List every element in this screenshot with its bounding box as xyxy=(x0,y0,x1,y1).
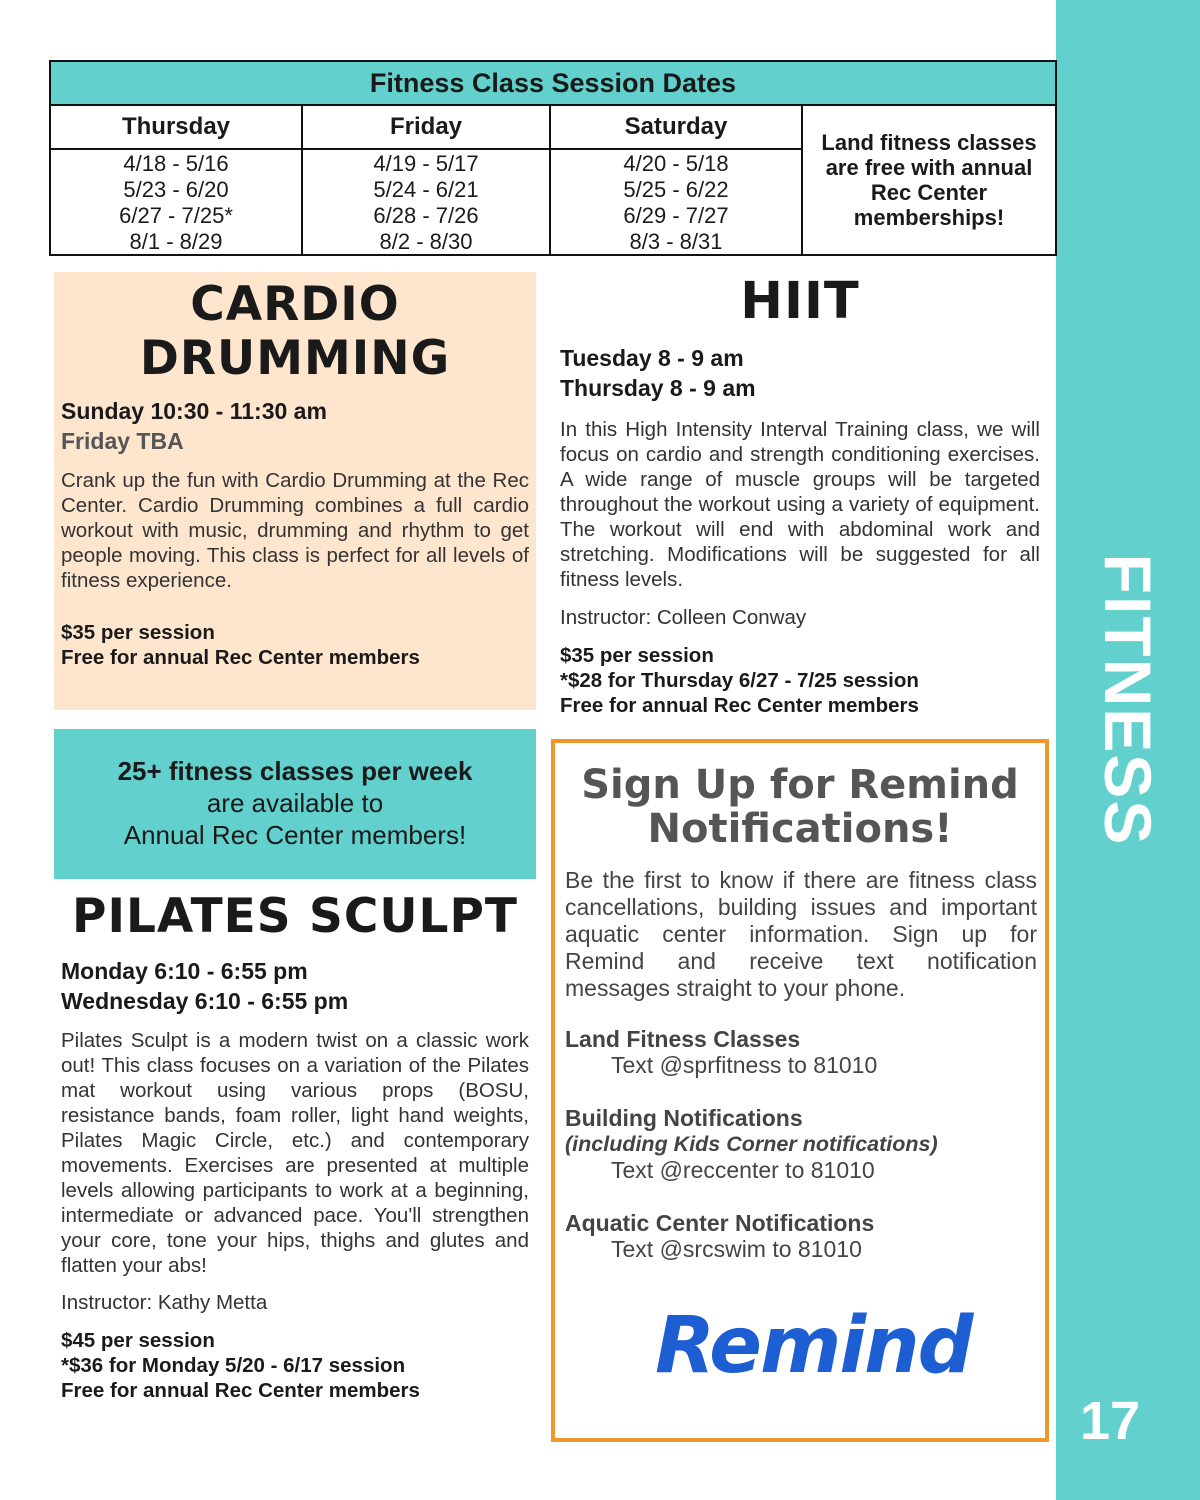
member-note: Free for annual Rec Center members xyxy=(61,1379,420,1402)
saturday-column xyxy=(551,106,803,254)
class-description: Pilates Sculpt is a modern twist on a classic work out! This class focuses on a variation of the Pilates mat workout using various props (BOSU, resistance bands, foam roller, light hand weights, Pilates Magic Circle, etc.) and contemporary movements. Exercises are presented at multiple levels allowing participants to work at a beginning, intermediate or advanced pace. You'll strengthen your core, tone your hips, thighs and glutes and flatten your abs! xyxy=(61,1029,529,1277)
class-time: Thursday 8 - 9 am xyxy=(560,375,756,401)
class-price: $45 per session xyxy=(61,1329,215,1352)
class-time: Wednesday 6:10 - 6:55 pm xyxy=(61,988,349,1014)
class-price: $35 per session xyxy=(560,644,714,667)
session-discount: *$36 for Monday 5/20 - 6/17 session xyxy=(61,1354,406,1377)
date-range: 5/25 - 6/22 xyxy=(623,177,729,202)
date-range: 6/28 - 7/26 xyxy=(373,203,479,228)
date-range: 8/1 - 8/29 xyxy=(129,229,223,254)
text-instruction: Text @reccenter to 81010 xyxy=(611,1157,875,1183)
cardio-drumming-panel xyxy=(54,272,536,710)
group-heading: Building Notifications xyxy=(565,1105,803,1131)
pilates-sculpt-section xyxy=(54,888,536,1402)
remind-title xyxy=(555,763,1045,851)
column-header: Thursday xyxy=(51,106,301,150)
promo-headline: 25+ fitness classes per week xyxy=(117,756,473,786)
date-range: 4/19 - 5/17 xyxy=(373,151,479,176)
date-range: 6/27 - 7/25* xyxy=(119,203,233,228)
title-line: CARDIO xyxy=(190,277,400,332)
text-instruction: Text @sprfitness to 81010 xyxy=(611,1052,878,1078)
date-range: 8/2 - 8/30 xyxy=(379,229,473,254)
section-label: FITNESS xyxy=(1091,553,1165,847)
promo-line: are available to xyxy=(206,788,384,818)
notification-group-aquatic xyxy=(565,1210,1037,1263)
page-number: 17 xyxy=(1079,1391,1141,1451)
text-instruction: Text @srcswim to 81010 xyxy=(611,1236,862,1262)
date-range: 6/29 - 7/27 xyxy=(623,203,729,228)
date-range: 4/20 - 5/18 xyxy=(623,151,729,176)
title-line: Notifications! xyxy=(647,806,953,852)
membership-note: Land fitness classes are free with annual Rec Center memberships! xyxy=(821,130,1037,230)
hiit-title: HIIT xyxy=(740,272,860,331)
remind-description: Be the first to know if there are fitness class cancellations, building issues and important aquatic center information. Sign up for Remind and receive text notification messages straight to your phone. xyxy=(565,867,1037,1001)
date-range: 4/18 - 5/16 xyxy=(123,151,229,176)
promo-line: Annual Rec Center members! xyxy=(123,820,467,850)
class-time: Tuesday 8 - 9 am xyxy=(560,345,744,371)
membership-promo xyxy=(54,729,536,879)
date-range: 5/24 - 6/21 xyxy=(373,177,479,202)
friday-column xyxy=(303,106,551,254)
column-header: Saturday xyxy=(551,106,801,150)
instructor: Instructor: Kathy Metta xyxy=(61,1291,268,1314)
remind-signup-box xyxy=(551,739,1049,1442)
date-range: 5/23 - 6/20 xyxy=(123,177,229,202)
title-line: Sign Up for Remind xyxy=(581,762,1019,808)
session-discount: *$28 for Thursday 6/27 - 7/25 session xyxy=(560,669,919,692)
member-note: Free for annual Rec Center members xyxy=(560,694,919,717)
session-dates-table xyxy=(49,60,1057,256)
title-line: DRUMMING xyxy=(139,331,451,386)
thursday-column xyxy=(51,106,303,254)
member-note: Free for annual Rec Center members xyxy=(61,646,420,669)
group-heading: Land Fitness Classes xyxy=(565,1026,801,1052)
group-subheading: (including Kids Corner notifications) xyxy=(565,1132,938,1156)
class-time: Sunday 10:30 - 11:30 am xyxy=(61,398,327,424)
column-header: Friday xyxy=(303,106,549,150)
class-price: $35 per session xyxy=(61,621,215,644)
pilates-title: PILATES SCULPT xyxy=(72,889,518,944)
hiit-section xyxy=(560,343,1040,718)
class-description: Crank up the fun with Cardio Drumming at the Rec Center. Cardio Drumming combines a full cardio workout with music, drumming and rhythm to get people moving. This class is perfect for all levels of fitness experience. xyxy=(61,469,529,592)
notification-group-fitness xyxy=(565,1026,1037,1079)
remind-logo: Remind xyxy=(655,1301,972,1391)
date-range: 8/3 - 8/31 xyxy=(629,229,723,254)
table-title: Fitness Class Session Dates xyxy=(51,62,1055,106)
group-heading: Aquatic Center Notifications xyxy=(565,1210,875,1236)
notification-group-building xyxy=(565,1105,1037,1184)
cardio-title xyxy=(54,278,536,386)
class-description: In this High Intensity Interval Training class, we will focus on cardio and strength conditioning exercises. A wide range of muscle groups will be targeted throughout the workout using a variety of equipment. The workout will end with abdominal work and stretching. Modifications will be suggested for all fitness levels. xyxy=(560,418,1040,591)
instructor: Instructor: Colleen Conway xyxy=(560,606,807,629)
class-time: Monday 6:10 - 6:55 pm xyxy=(61,958,308,984)
class-time: Friday TBA xyxy=(61,428,184,454)
